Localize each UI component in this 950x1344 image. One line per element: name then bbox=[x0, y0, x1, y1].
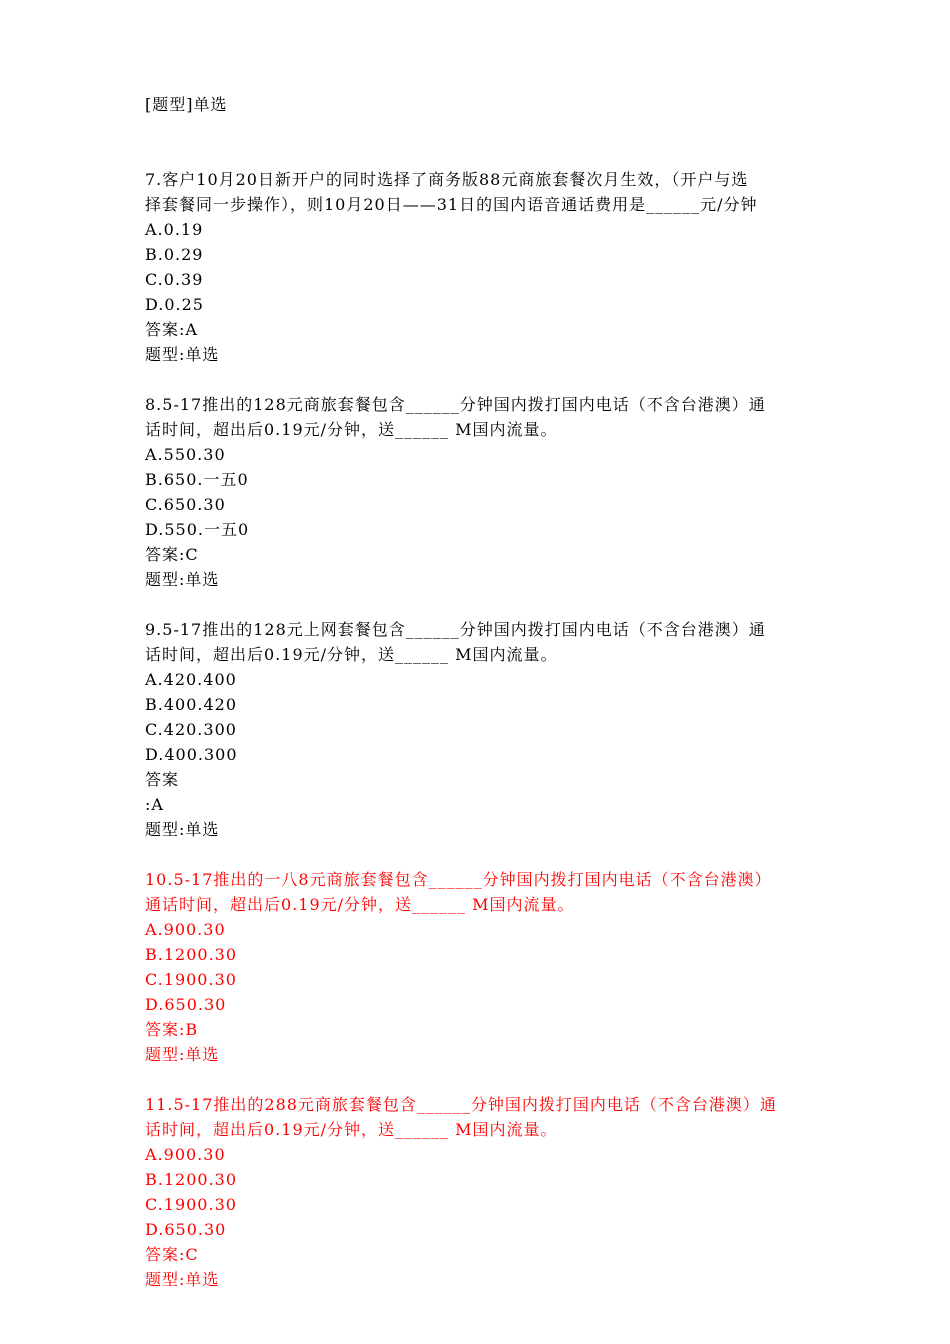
question-stem-line: 8.5-17推出的128元商旅套餐包含______分钟国内拨打国内电话（不含台港澳）通 bbox=[145, 395, 766, 414]
option-b: B.1200.30 bbox=[145, 1170, 238, 1189]
question-type: 题型:单选 bbox=[145, 1270, 220, 1289]
question-stem-line: 10.5-17推出的一八8元商旅套餐包含______分钟国内拨打国内电话（不含台港澳） bbox=[145, 870, 772, 889]
option-b: B.0.29 bbox=[145, 245, 204, 264]
answer: 答案:C bbox=[145, 1245, 199, 1264]
question-stem-line: 7.客户10月20日新开户的同时选择了商务版88元商旅套餐次月生效，（开户与选 bbox=[145, 170, 749, 189]
question-type: 题型:单选 bbox=[145, 570, 220, 589]
answer-label: 答案 bbox=[145, 770, 180, 789]
option-d: D.650.30 bbox=[145, 995, 227, 1014]
question-9 bbox=[145, 617, 855, 842]
option-c: C.0.39 bbox=[145, 270, 204, 289]
option-b: B.1200.30 bbox=[145, 945, 238, 964]
option-c: C.650.30 bbox=[145, 495, 226, 514]
question-type: 题型:单选 bbox=[145, 345, 220, 364]
question-11 bbox=[145, 1092, 855, 1292]
answer: 答案:C bbox=[145, 545, 199, 564]
question-stem-line: 话时间，超出后0.19元/分钟，送______ M国内流量。 bbox=[145, 1120, 558, 1139]
option-a: A.900.30 bbox=[145, 1145, 226, 1164]
question-stem-line: 择套餐同一步操作），则10月20日——31日的国内语音通话费用是______元/分钟 bbox=[145, 195, 758, 214]
option-d: D.0.25 bbox=[145, 295, 204, 314]
document-page bbox=[145, 92, 855, 1292]
option-a: A.420.400 bbox=[145, 670, 237, 689]
answer-value: :A bbox=[145, 795, 164, 814]
option-b: B.400.420 bbox=[145, 695, 238, 714]
question-type-header: [题型]单选 bbox=[145, 95, 228, 114]
question-stem-line: 9.5-17推出的128元上网套餐包含______分钟国内拨打国内电话（不含台港澳）通 bbox=[145, 620, 766, 639]
option-d: D.650.30 bbox=[145, 1220, 227, 1239]
answer: 答案:B bbox=[145, 1020, 199, 1039]
option-a: A.0.19 bbox=[145, 220, 204, 239]
question-10 bbox=[145, 867, 855, 1067]
option-b: B.650.一五0 bbox=[145, 470, 249, 489]
question-stem-line: 通话时间，超出后0.19元/分钟，送______ M国内流量。 bbox=[145, 895, 575, 914]
question-stem-line: 话时间，超出后0.19元/分钟，送______ M国内流量。 bbox=[145, 645, 558, 664]
option-c: C.1900.30 bbox=[145, 970, 237, 989]
question-stem-line: 话时间，超出后0.19元/分钟，送______ M国内流量。 bbox=[145, 420, 558, 439]
question-7 bbox=[145, 167, 855, 367]
answer: 答案:A bbox=[145, 320, 198, 339]
option-a: A.550.30 bbox=[145, 445, 226, 464]
question-stem-line: 11.5-17推出的288元商旅套餐包含______分钟国内拨打国内电话（不含台港澳）通 bbox=[145, 1095, 777, 1114]
option-d: D.550.一五0 bbox=[145, 520, 250, 539]
option-c: C.1900.30 bbox=[145, 1195, 237, 1214]
option-c: C.420.300 bbox=[145, 720, 237, 739]
option-d: D.400.300 bbox=[145, 745, 238, 764]
question-type: 题型:单选 bbox=[145, 1045, 220, 1064]
question-8 bbox=[145, 392, 855, 592]
question-type: 题型:单选 bbox=[145, 820, 220, 839]
option-a: A.900.30 bbox=[145, 920, 226, 939]
